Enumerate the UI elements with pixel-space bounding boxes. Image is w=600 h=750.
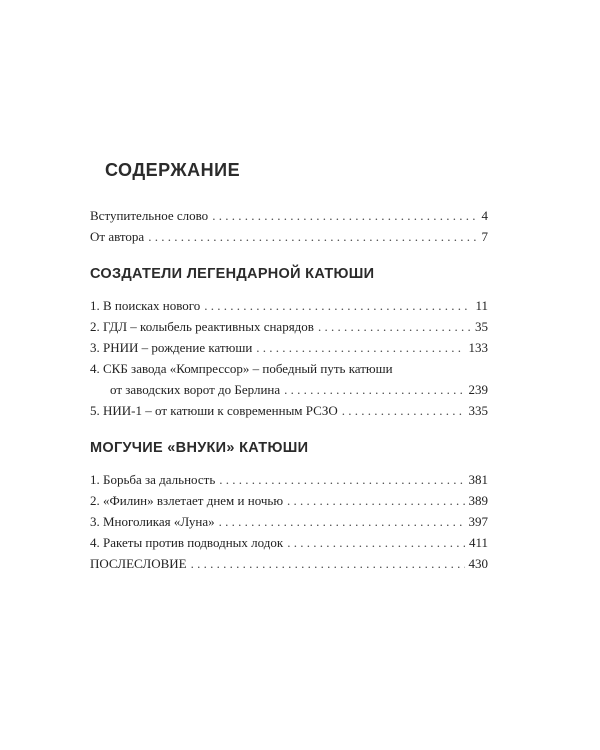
toc-entry-text: 3. РНИИ – рождение катюши [90, 340, 253, 355]
toc-entry[interactable] [90, 490, 488, 511]
toc-entry-text: 2. «Филин» взлетает днем и ночью [90, 493, 284, 508]
toc-entry[interactable] [90, 469, 488, 490]
toc-entry-author[interactable] [90, 226, 488, 247]
toc-page-number: 411 [468, 535, 488, 550]
toc-page-number: 7 [481, 229, 488, 244]
toc-entry[interactable] [90, 337, 488, 358]
section-title-grandsons: МОГУЧИЕ «ВНУКИ» КАТЮШИ [90, 440, 309, 456]
toc-page-number: 389 [468, 493, 488, 508]
toc-leader [148, 226, 477, 247]
toc-section-1-list [90, 295, 488, 421]
toc-entry-text-line1: 4. СКБ завода «Компрессор» – победный путь катюши [90, 361, 393, 376]
toc-entry-text: 2. ГДЛ – колыбель реактивных снарядов [90, 319, 314, 334]
toc-entry[interactable] [90, 295, 488, 316]
toc-leader [191, 553, 465, 574]
toc-entry-text: 3. Многоликая «Луна» [90, 514, 215, 529]
toc-entry[interactable] [90, 316, 488, 337]
toc-entry-text: От автора [90, 229, 145, 244]
toc-intro-list [90, 205, 488, 247]
toc-leader [342, 400, 465, 421]
toc-entry[interactable] [90, 532, 488, 553]
toc-entry-text: от заводских ворот до Берлина [110, 382, 281, 397]
toc-entry[interactable] [90, 358, 488, 400]
toc-entry[interactable] [90, 400, 488, 421]
toc-page-number: 239 [468, 382, 488, 397]
toc-leader [204, 295, 471, 316]
toc-entry-text: 1. В поисках нового [90, 298, 201, 313]
toc-leader [219, 469, 464, 490]
toc-leader [256, 337, 464, 358]
toc-entry-afterword[interactable] [90, 553, 488, 574]
toc-page-number: 381 [468, 472, 488, 487]
section-title-creators: СОЗДАТЕЛИ ЛЕГЕНДАРНОЙ КАТЮШИ [90, 266, 375, 282]
toc-page-number: 335 [468, 403, 488, 418]
toc-leader [284, 379, 464, 400]
toc-entry-text: 1. Борьба за дальность [90, 472, 216, 487]
toc-entry[interactable] [90, 511, 488, 532]
toc-entry-text: Вступительное слово [90, 208, 209, 223]
toc-section-2-list [90, 469, 488, 574]
toc-entry-text: 4. Ракеты против подводных лодок [90, 535, 284, 550]
toc-entry-text: 5. НИИ-1 – от катюши к современным РСЗО [90, 403, 338, 418]
toc-page-number: 4 [481, 208, 488, 223]
toc-page-number: 35 [475, 319, 488, 334]
toc-entry-intro[interactable] [90, 205, 488, 226]
toc-entry-text: ПОСЛЕСЛОВИЕ [90, 556, 187, 571]
toc-page-number: 11 [475, 298, 488, 313]
toc-page-number: 133 [468, 340, 488, 355]
toc-leader [318, 316, 471, 337]
toc-leader [219, 511, 465, 532]
toc-page-number: 430 [468, 556, 488, 571]
page-title: СОДЕРЖАНИЕ [105, 160, 241, 180]
toc-leader [287, 532, 465, 553]
toc-leader [212, 205, 477, 226]
toc-page-number: 397 [468, 514, 488, 529]
toc-leader [287, 490, 464, 511]
